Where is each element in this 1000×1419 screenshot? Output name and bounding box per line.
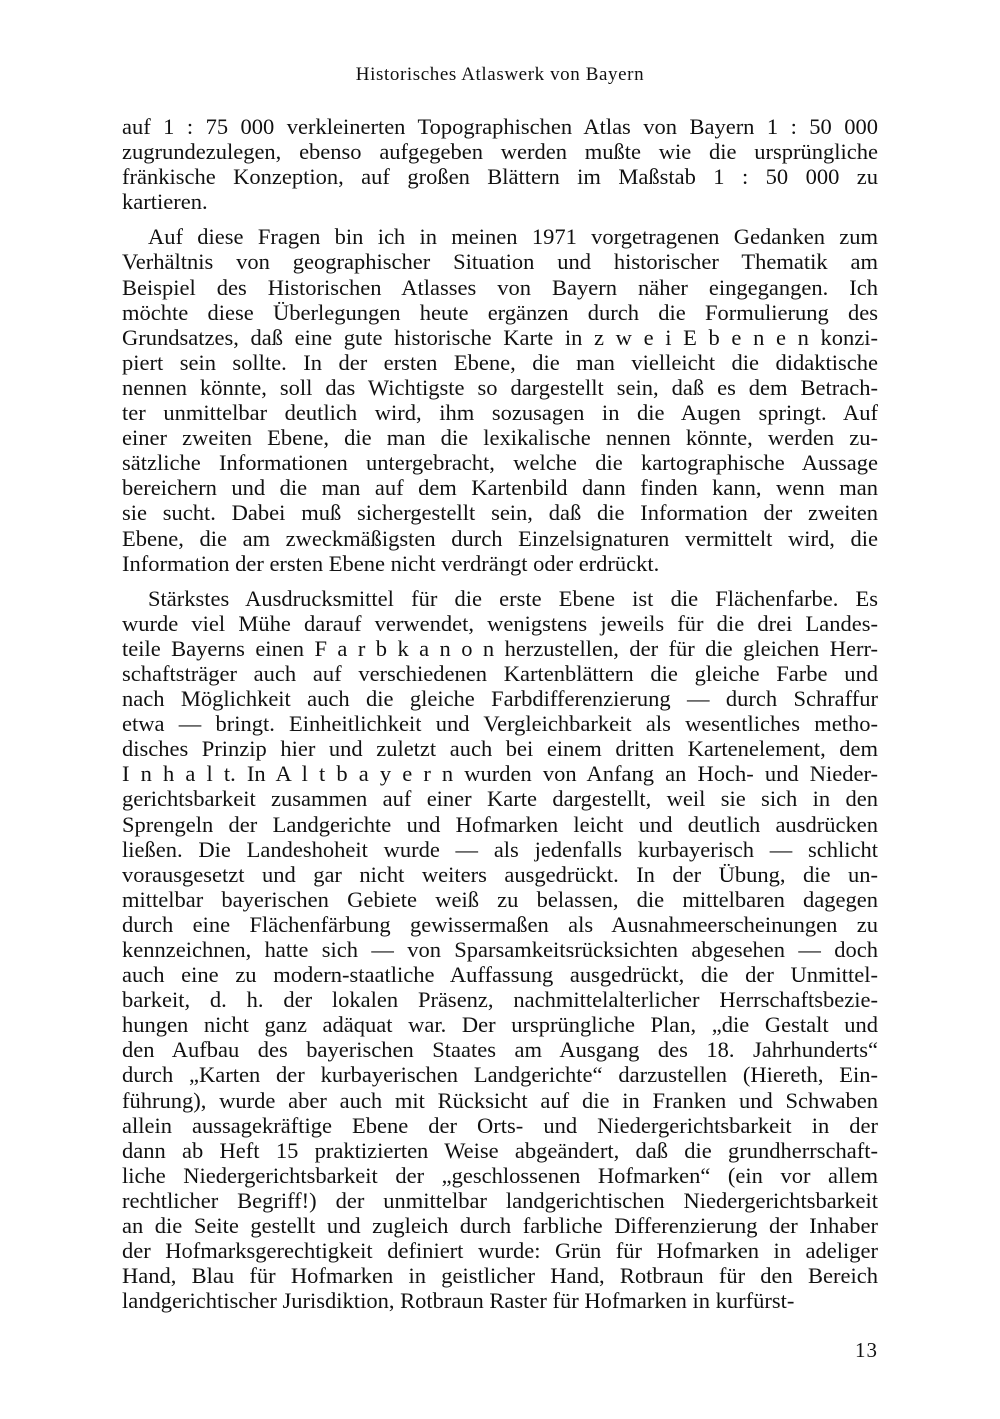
text-line: piert sein sollte. In der ersten Ebene, die man vielleicht die didaktische <box>122 349 878 375</box>
text-line: führung), wurde aber auch mit Rücksicht auf die in Franken und Schwaben <box>122 1087 878 1113</box>
text-line: nennen könnte, soll das Wichtigste so dargestellt sein, daß es dem Betrach- <box>122 374 878 400</box>
text-line: kartieren. <box>122 189 208 215</box>
paragraph <box>122 586 878 1314</box>
page-number: 13 <box>855 1338 878 1362</box>
text-line: sie sucht. Dabei muß sichergestellt sein, daß die Information der zweiten <box>122 500 878 526</box>
text-line: teile Bayerns einen F a r b k a n o n herzustellen, der für die gleichen Herr- <box>122 635 878 661</box>
text-line: kennzeichnen, hatte sich — von Sparsamkeitsrücksichten abgesehen — doch <box>122 937 878 962</box>
text-line: ließen. Die Landeshoheit wurde — als jedenfalls kurbayerisch — schlicht <box>122 836 878 862</box>
text-line: etwa — bringt. Einheitlichkeit und Vergleichbarkeit als wesentliches metho- <box>122 711 878 737</box>
text-line: I n h a l t. In A l t b a y e r n wurden von Anfang an Hoch- und Nieder- <box>122 761 878 787</box>
text-line: gerichtsbarkeit zusammen auf einer Karte dargestellt, weil sie sich in den <box>122 786 878 812</box>
text-line: Beispiel des Historischen Atlasses von Bayern näher eingegangen. Ich <box>122 274 878 300</box>
text-line: einer zweiten Ebene, die man die lexikalische nennen könnte, werden zu- <box>122 425 878 451</box>
text-line: auf 1 : 75 000 verkleinerten Topographischen Atlas von Bayern 1 : 50 000 <box>122 114 878 139</box>
paragraph <box>122 114 878 214</box>
text-line: Verhältnis von geographischer Situation und historischer Thematik am <box>122 249 878 275</box>
running-head: Historisches Atlaswerk von Bayern <box>355 64 645 85</box>
text-line: zugrundezulegen, ebenso aufgegeben werden mußte wie die ursprüngliche <box>122 139 878 165</box>
text-line: Grundsatzes, daß eine gute historische Karte in z w e i E b e n e n konzi- <box>122 324 878 350</box>
text-line: disches Prinzip hier und zuletzt auch bei einem dritten Kartenelement, dem <box>122 736 878 762</box>
text-line: Sprengeln der Landgerichte und Hofmarken leicht und deutlich ausdrücken <box>122 811 878 837</box>
text-line: vorausgesetzt und gar nicht weiters ausgedrückt. In der Übung, die un- <box>122 861 878 887</box>
paragraph <box>122 224 878 575</box>
text-line: nach Möglichkeit auch die gleiche Farbdifferenzierung — durch Schraffur <box>122 686 878 712</box>
text-line: rechtlicher Begriff!) der unmittelbar landgerichtischen Niedergerichtsbarkeit <box>122 1187 878 1213</box>
text-line: durch „Karten der kurbayerischen Landgerichte“ darzustellen (Hiereth, Ein- <box>122 1062 878 1088</box>
text-line: durch eine Flächenfärbung gewissermaßen als Ausnahmeerscheinungen zu <box>122 911 878 937</box>
text-line: an die Seite gestellt und zugleich durch farbliche Differenzierung der Inhaber <box>122 1213 878 1239</box>
text-line: schaftsträger auch auf verschiedenen Kartenblättern die gleiche Farbe und <box>122 660 878 686</box>
text-line: Auf diese Fragen bin ich in meinen 1971 vorgetragenen Gedanken zum <box>148 224 878 250</box>
text-line: liche Niedergerichtsbarkeit der „geschlossenen Hofmarken“ (ein vor allem <box>122 1162 878 1188</box>
text-line: Information der ersten Ebene nicht verdrängt oder erdrückt. <box>122 550 660 576</box>
text-line: mittelbar bayerischen Gebiete weiß zu belassen, die mittelbaren dagegen <box>122 886 878 912</box>
text-line: den Aufbau des bayerischen Staates am Ausgang des 18. Jahrhunderts“ <box>122 1037 878 1063</box>
text-line: auch eine zu modern-staatliche Auffassung ausgedrückt, die der Unmittel- <box>122 962 878 988</box>
text-line: Stärkstes Ausdrucksmittel für die erste Ebene ist die Flächenfarbe. Es <box>148 585 878 611</box>
text-line: der Hofmarksgerechtigkeit definiert wurde: Grün für Hofmarken in adeliger <box>122 1238 878 1264</box>
text-line: allein aussagekräftige Ebene der Orts- und Niedergerichtsbarkeit in der <box>122 1112 878 1138</box>
text-line: ter unmittelbar deutlich wird, ihm sozusagen in die Augen springt. Auf <box>122 400 878 426</box>
text-line: möchte diese Überlegungen heute ergänzen durch die Formulierung des <box>122 299 878 325</box>
text-line: sätzliche Informationen untergebracht, welche die kartographische Aussage <box>122 450 878 476</box>
text-line: Hand, Blau für Hofmarken in geistlicher Hand, Rotbraun für den Bereich <box>122 1263 878 1289</box>
text-line: fränkische Konzeption, auf großen Blättern im Maßstab 1 : 50 000 zu <box>122 164 878 190</box>
text-line: hungen nicht ganz adäquat war. Der ursprüngliche Plan, „die Gestalt und <box>122 1012 878 1038</box>
text-line: wurde viel Mühe darauf verwendet, wenigstens jeweils für die drei Landes- <box>122 610 878 636</box>
text-line: barkeit, d. h. der lokalen Präsenz, nachmittelalterlicher Herrschaftsbezie- <box>122 987 878 1013</box>
text-line: landgerichtischer Jurisdiktion, Rotbraun Raster für Hofmarken in kurfürst- <box>122 1288 795 1314</box>
body-text <box>122 114 878 1313</box>
text-line: dann ab Heft 15 praktizierten Weise abgeändert, daß die grundherrschaft- <box>122 1137 878 1163</box>
text-line: Ebene, die am zweckmäßigsten durch Einzelsignaturen vermittelt wird, die <box>122 525 878 551</box>
text-line: bereichern und die man auf dem Kartenbild dann finden kann, wenn man <box>122 475 878 501</box>
